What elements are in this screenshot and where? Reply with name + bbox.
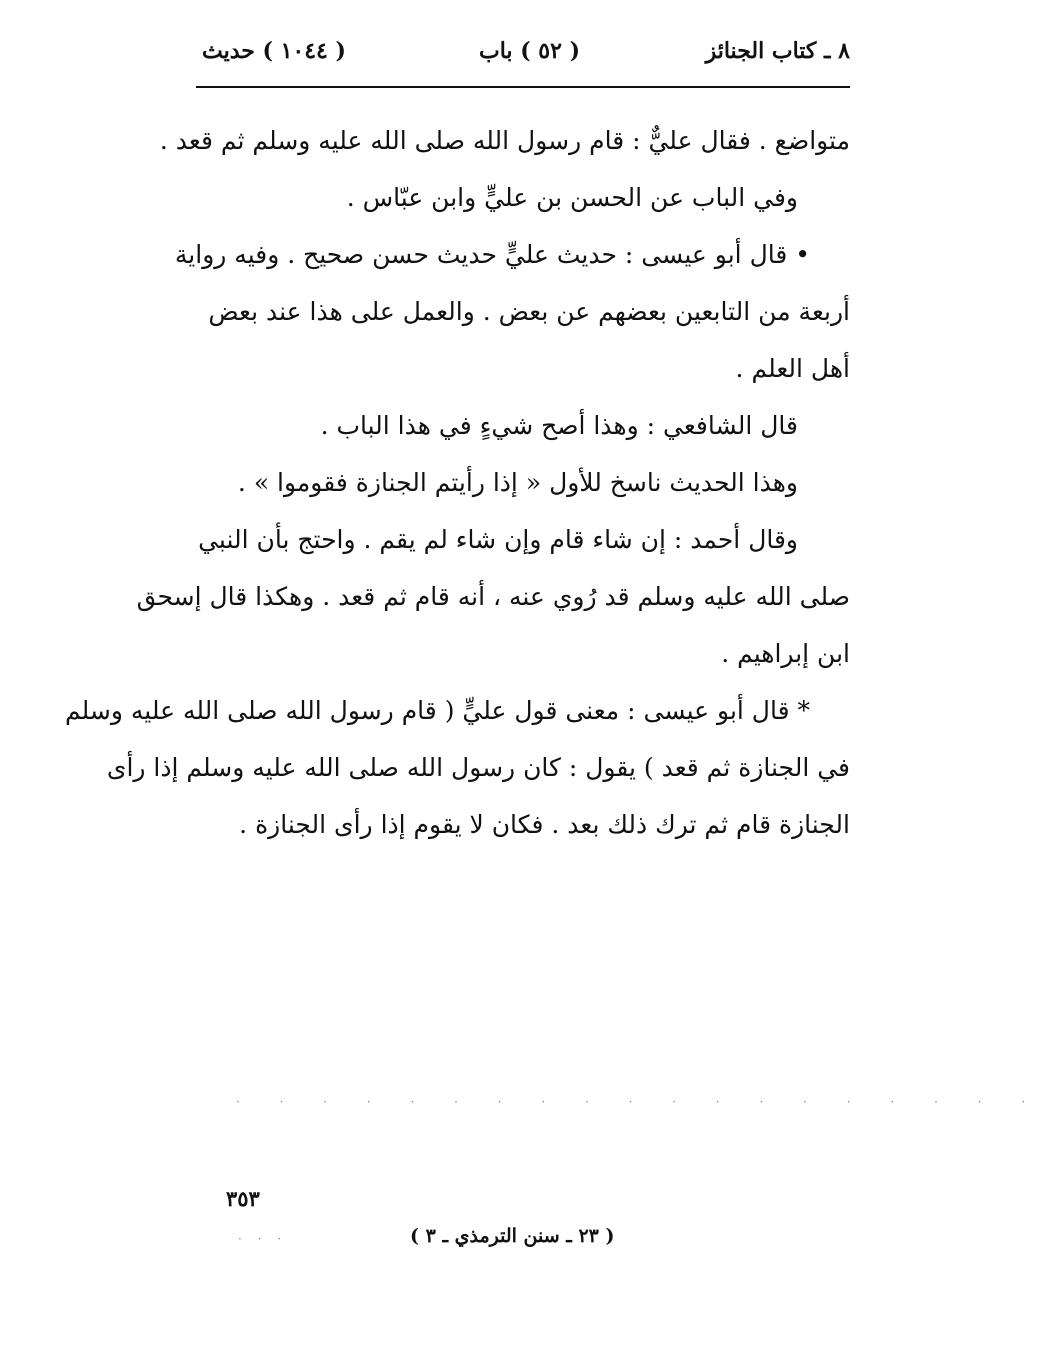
text-line: أهل العلم . <box>735 354 850 383</box>
header-divider <box>196 86 850 88</box>
text-line: قال الشافعي : وهذا أصح شيءٍ في هذا الباب . <box>320 411 798 440</box>
text-line: وهذا الحديث ناسخ للأول « إذا رأيتم الجنازة فقوموا » . <box>237 468 798 497</box>
text-line: وقال أحمد : إن شاء قام وإن شاء لم يقم . واحتج بأن النبي <box>198 525 798 554</box>
header-hadith-number: ( ١٠٤٤ ) حديث <box>202 38 346 64</box>
text-line: أربعة من التابعين بعضهم عن بعض . والعمل على هذا عند بعض <box>208 297 850 326</box>
text-line: في الجنازة ثم قعد ) يقول : كان رسول الله صلى الله عليه وسلم إذا رأى <box>106 753 850 782</box>
signature-footer: ( ٢٣ ـ سنن الترمذي ـ ٣ ) <box>410 1225 615 1247</box>
header-book-title: ٨ ـ كتاب الجنائز <box>705 38 850 64</box>
text-line: متواضع . فقال عليٌّ : قام رسول الله صلى الله عليه وسلم ثم قعد . <box>159 126 850 155</box>
text-line: ابن إبراهيم . <box>721 639 850 668</box>
scan-noise: · · · · · · · · · · · · · · · · · · · <box>236 1095 1043 1109</box>
scan-noise: · · · <box>238 1232 288 1246</box>
page-number: ٣٥٣ <box>226 1186 260 1211</box>
text-line: * قال أبو عيسى : معنى قول عليٍّ ( قام رسول الله صلى الله عليه وسلم <box>65 696 810 725</box>
text-line: وفي الباب عن الحسن بن عليٍّ وابن عبّاس . <box>346 183 798 212</box>
text-line: صلى الله عليه وسلم قد رُوي عنه ، أنه قام ثم قعد . وهكذا قال إسحق <box>136 582 850 611</box>
running-header <box>196 38 850 78</box>
text-line: • قال أبو عيسى : حديث عليٍّ حديث حسن صحيح . وفيه رواية <box>174 240 810 269</box>
header-chapter: ( ٥٢ ) باب <box>479 38 580 64</box>
main-text <box>65 112 850 853</box>
text-line: الجنازة قام ثم ترك ذلك بعد . فكان لا يقوم إذا رأى الجنازة . <box>239 810 850 839</box>
